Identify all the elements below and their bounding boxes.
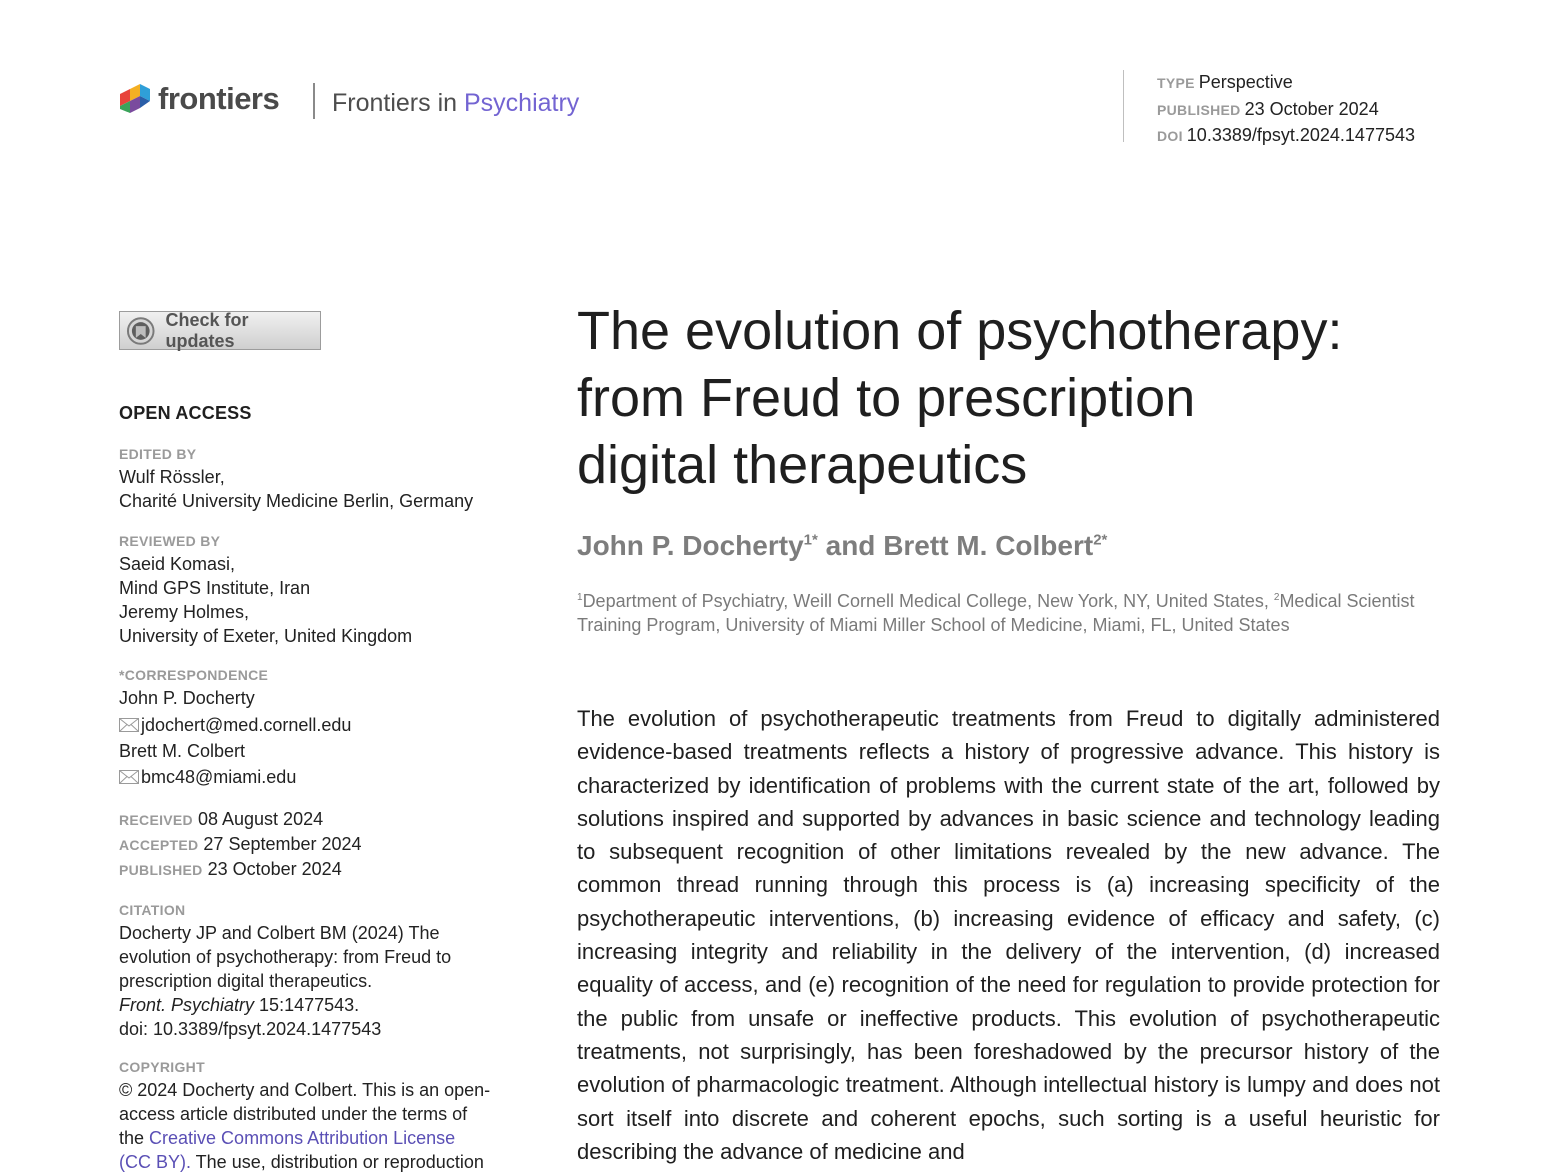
copyright-text: (CC BY). The use, distribution or reproduction	[119, 1152, 484, 1172]
author-list: John P. Docherty$^{1*}$ and Brett M. Colbert$^{2*}$	[577, 530, 1108, 561]
author-name[interactable]: Brett M. Colbert	[883, 530, 1094, 561]
citation-text: prescription digital therapeutics.	[119, 971, 373, 991]
journal-prefix: Frontiers in	[332, 89, 464, 117]
envelope-icon	[119, 770, 139, 784]
copyright-heading: COPYRIGHT	[119, 1059, 205, 1075]
editor-name: Wulf Rössler,	[119, 467, 225, 487]
frontiers-logo[interactable]	[118, 80, 279, 118]
reviewer-name: Saeid Komasi,	[119, 554, 236, 574]
citation-text: Docherty JP and Colbert BM (2024) The	[119, 923, 440, 943]
license-link[interactable]: Creative Commons Attribution License	[149, 1128, 456, 1148]
journal-title-accent: Psychiatry	[463, 89, 580, 117]
journal-name[interactable]	[332, 89, 579, 118]
correspondent-name: John P. Docherty	[119, 688, 255, 708]
frontiers-logo-icon	[118, 80, 152, 118]
article-meta	[1157, 70, 1415, 150]
license-link[interactable]: (CC BY).	[119, 1152, 191, 1172]
citation-text: Front. Psychiatry 15:1477543.	[119, 995, 360, 1015]
frontiers-logo-text: frontiers	[158, 81, 280, 116]
citation-text: evolution of psychotherapy: from Freud to	[119, 947, 452, 967]
reviewer-name: Jeremy Holmes,	[119, 602, 250, 622]
meta-divider	[1123, 70, 1124, 142]
check-for-updates-button[interactable]	[119, 311, 321, 350]
copyright-text: © 2024 Docherty and Colbert. This is an open-	[119, 1080, 491, 1100]
citation-heading: CITATION	[119, 902, 186, 918]
citation-doi: doi: 10.3389/fpsyt.2024.1477543	[119, 1019, 382, 1039]
check-for-updates-label: Check for updates	[165, 309, 249, 351]
open-access-label: OPEN ACCESS	[119, 403, 252, 423]
reviewed-by-heading: REVIEWED BY	[119, 533, 221, 549]
envelope-icon	[119, 718, 139, 732]
date-published: PUBLISHED 23 October 2024	[119, 859, 342, 879]
correspondent-email[interactable]	[119, 767, 296, 788]
edited-by-heading: EDITED BY	[119, 446, 197, 462]
reviewer-affiliation: University of Exeter, United Kingdom	[119, 626, 413, 646]
reviewer-affiliation: Mind GPS Institute, Iran	[119, 578, 311, 598]
update-badge-icon	[126, 316, 156, 346]
abstract-text: The evolution of psychotherapeutic treatments from Freud to digitally administered evidence-based treatments reflects a history of progressive advance. This history is characterized by identification of problems with the current state of the art, followed by solutions inspired and supported by advances in basic science and technology leading to subsequent recognition of other limitations revealed by the new advance. The common thread running through this process is (a) increasing specificity of the psychotherapeutic interventions, (b) increasing evidence of efficacy and safety, (c) increasing integrity and reliability in the delivery of the intervention, (d) increased equality of access, and (e) recognition of the need for regulation to provide protection for the public from unsafe or ineffective products. This evolution of psychotherapeutic treatments, not surprisingly, has been foreshadowed by the precursor history of the evolution of pharmacologic treatment. Although intellectual history is lumpy and does not sort itself into discrete and coherent epochs, such sorting is a useful heuristic for describing the advance of medicine and	[577, 706, 1440, 1164]
email-address[interactable]: bmc48@miami.edu	[141, 767, 297, 787]
meta-doi[interactable]: DOI 10.3389/fpsyt.2024.1477543	[1157, 125, 1415, 145]
meta-type: TYPE Perspective	[1157, 72, 1293, 92]
header-divider	[313, 83, 315, 119]
meta-published: PUBLISHED 23 October 2024	[1157, 98, 1379, 119]
affiliations: $^1$Department of Psychiatry, Weill Cornell Medical College, New York, NY, United States, $^2$Medical Scientist Training Program, University of Miami Miller School of Medicine, Miami, FL, United States	[577, 591, 1415, 635]
correspondent-name: Brett M. Colbert	[119, 741, 246, 761]
author-name[interactable]: John P. Docherty	[577, 530, 804, 561]
date-accepted: ACCEPTED 27 September 2024	[119, 834, 362, 854]
email-address[interactable]: jdochert@med.cornell.edu	[141, 715, 352, 735]
editor-affiliation: Charité University Medicine Berlin, Germany	[119, 491, 474, 511]
correspondence-heading: *CORRESPONDENCE	[119, 667, 269, 683]
copyright-text: the Creative Commons Attribution License	[119, 1128, 456, 1148]
correspondent-email[interactable]	[119, 715, 351, 736]
article-title: The evolution of psychotherapy: from Freud to prescription digital therapeutics	[577, 301, 1343, 495]
date-received: RECEIVED 08 August 2024	[119, 809, 324, 829]
copyright-text: access article distributed under the terms of	[119, 1104, 468, 1124]
